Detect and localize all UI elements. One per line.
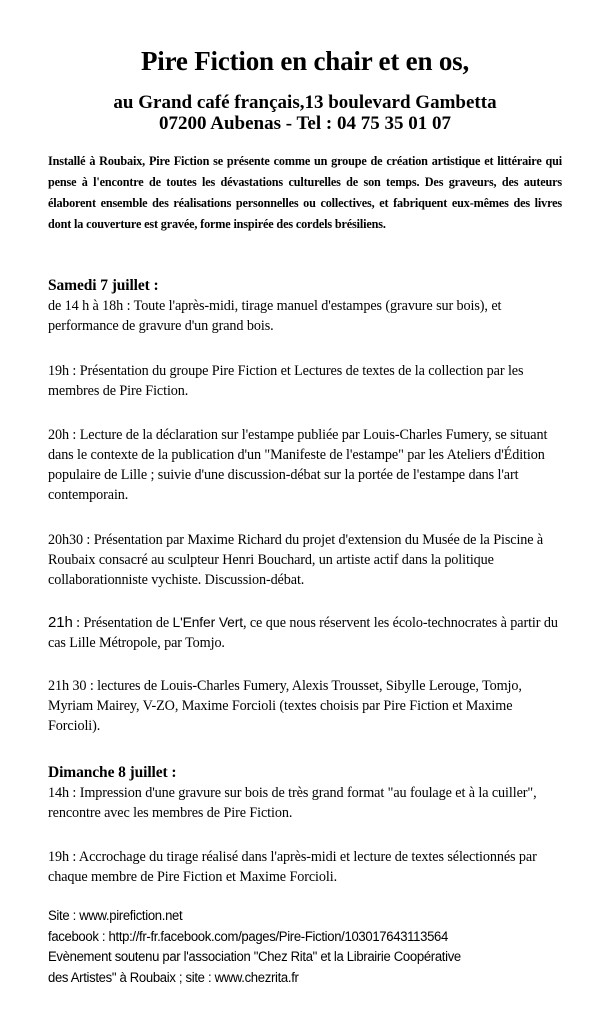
venue-address [0, 92, 610, 134]
intro-paragraph: Installé à Roubaix, Pire Fiction se présente comme un groupe de création artistique et littéraire qui pense à l'encontre de toutes les dévastations culturelles de son temps. Des graveurs, des auteurs élaborent ensemble des réalisations personnelles ou collectives, et fabriquent eux-mêmes des livres dont la couverture est gravée, forme inspirée des cordels brésiliens. [48, 154, 562, 231]
facebook-link[interactable]: facebook : http://fr-fr.facebook.com/pages/Pire-Fiction/103017643113564 [48, 927, 448, 944]
venue-line-1: au Grand café français,13 boulevard Gambetta [113, 92, 497, 113]
footer-info [48, 905, 541, 987]
saturday-event-1: de 14 h à 18h : Toute l'après-midi, tirage manuel d'estampes (gravure sur bois), et performance de gravure d'un grand bois. [48, 298, 502, 334]
site-link[interactable]: Site : www.pirefiction.net [48, 907, 183, 923]
sunday-block [48, 763, 568, 823]
saturday-event-2: 19h : Présentation du groupe Pire Fiction et Lectures de textes de la collection par les membres de Pire Fiction. [48, 363, 524, 399]
saturday-block [48, 276, 568, 336]
event-5-time: 21h [48, 614, 73, 631]
saturday-event-6: 21h 30 : lectures de Louis-Charles Fumery, Alexis Trousset, Sibylle Lerouge, Tomjo, Myriam Mairey, V-ZO, Maxime Forcioli (textes choisis par Pire Fiction et Maxime Forcioli). [48, 678, 522, 734]
sunday-event-1: 14h : Impression d'une gravure sur bois de très grand format "au foulage et à la cuiller", rencontre avec les membres de Pire Fiction. [48, 785, 537, 821]
event-5-title: L'Enfer Vert [172, 615, 243, 630]
event-5-intro: : Présentation de [72, 615, 173, 631]
saturday-event-5 [48, 613, 568, 653]
saturday-event-4: 20h30 : Présentation par Maxime Richard du projet d'extension du Musée de la Piscine à Roubaix consacré au sculpteur Henri Bouchard, un artiste actif dans la politique collaborationniste vychiste. Discussion-débat. [48, 532, 544, 588]
saturday-event-3: 20h : Lecture de la déclaration sur l'estampe publiée par Louis-Charles Fumery, se situant dans le contexte de la publication d'un "Manifeste de l'estampe" par les Ateliers d'Édition populaire de Lille ; suivie d'une discussion-débat sur la portée de l'estampe dans l'art contemporain. [48, 427, 548, 503]
saturday-heading: Samedi 7 juillet : [48, 277, 159, 294]
support-line-1: Evènement soutenu par l'association "Chez Rita" et la Librairie Coopérative [48, 948, 461, 964]
support-line-2: des Artistes" à Roubaix ; site : www.chezrita.fr [48, 968, 299, 985]
sunday-heading: Dimanche 8 juillet : [48, 764, 177, 781]
venue-line-2: 07200 Aubenas - Tel : 04 75 35 01 07 [159, 113, 451, 134]
event-5-rest: , ce que nous réservent les écolo-technocrates à partir du cas Lille Métropole, par Tomjo. [48, 615, 558, 651]
sunday-event-2: 19h : Accrochage du tirage réalisé dans l'après-midi et lecture de textes sélectionnés par chaque membre de Pire Fiction et Maxime Forcioli. [48, 849, 537, 885]
page-title: Pire Fiction en chair et en os, [141, 46, 469, 76]
